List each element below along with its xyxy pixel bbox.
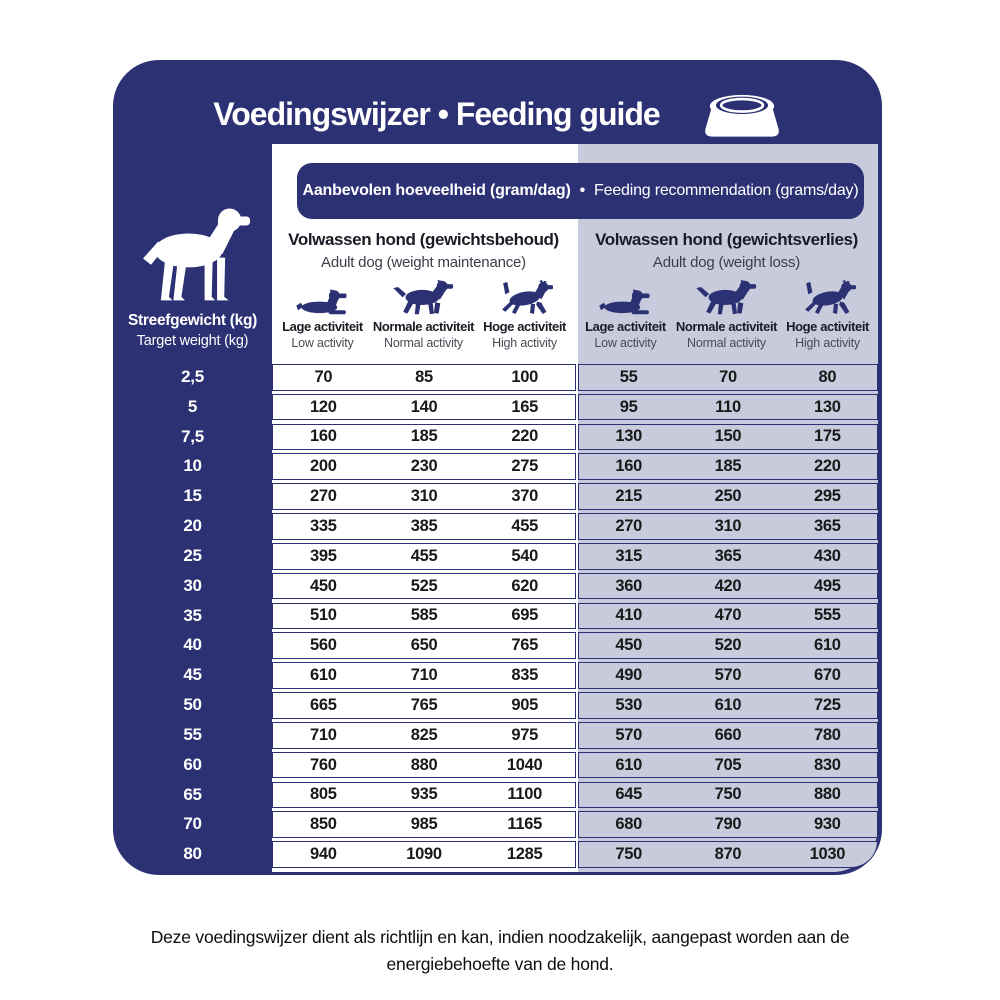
activity-label-nl: Lage activiteit xyxy=(585,319,666,334)
amount-cell: 610 xyxy=(814,636,841,655)
amount-cell: 850 xyxy=(310,815,337,834)
amount-cell: 200 xyxy=(310,457,337,476)
maintenance-cells xyxy=(272,424,576,451)
amount-cell: 70 xyxy=(314,367,333,386)
weight-value: 2,5 xyxy=(181,367,204,386)
amount-cell: 560 xyxy=(310,636,337,655)
card-header xyxy=(113,78,882,150)
loss-cells xyxy=(578,543,878,570)
amount-cell: 750 xyxy=(615,845,642,864)
weight-label-en: Target weight (kg) xyxy=(136,333,249,349)
amount-cell: 985 xyxy=(410,815,438,834)
activity-label-en: Normal activity xyxy=(384,336,463,350)
feeding-row xyxy=(272,453,878,480)
feeding-row xyxy=(272,573,878,600)
maintenance-cells xyxy=(272,394,576,421)
running-dog-icon xyxy=(496,280,554,316)
amount-cell: 790 xyxy=(714,815,742,834)
amount-cell: 880 xyxy=(814,785,841,804)
loss-cells xyxy=(578,811,878,838)
amount-cell: 490 xyxy=(615,666,642,685)
weight-value: 50 xyxy=(183,695,202,715)
amount-cell: 660 xyxy=(714,725,742,744)
feeding-row xyxy=(272,483,878,510)
page-title: Voedingswijzer • Feeding guide xyxy=(213,95,660,132)
amount-cell: 175 xyxy=(814,427,841,446)
weight-value: 7,5 xyxy=(181,426,204,446)
walking-dog-icon xyxy=(391,280,456,316)
amount-cell: 710 xyxy=(310,725,337,744)
amount-cell: 55 xyxy=(619,367,638,386)
loss-cells xyxy=(578,841,878,868)
amount-cell: 555 xyxy=(814,606,841,625)
amount-cell: 645 xyxy=(615,785,642,804)
maintenance-cells xyxy=(272,841,576,868)
amount-cell: 295 xyxy=(814,487,841,506)
activity-label-en: Low activity xyxy=(291,336,354,350)
amount-cell: 725 xyxy=(814,695,841,714)
amount-cell: 940 xyxy=(310,845,337,864)
amount-cell: 1165 xyxy=(507,815,542,834)
amount-cell: 825 xyxy=(410,725,438,744)
amount-cell: 905 xyxy=(511,695,538,714)
amount-cell: 315 xyxy=(615,546,642,565)
activity-label-nl: Hoge activiteit xyxy=(483,319,566,334)
amount-cell: 1100 xyxy=(507,785,542,804)
amount-cell: 935 xyxy=(410,785,438,804)
amount-cell: 1040 xyxy=(506,755,543,774)
maintenance-cells xyxy=(272,543,576,570)
maintenance-cells xyxy=(272,662,576,689)
amount-cell: 410 xyxy=(615,606,642,625)
banner-bullet: • xyxy=(579,182,586,199)
weight-column-header xyxy=(113,312,272,349)
loss-cells xyxy=(578,752,878,779)
amount-cell: 780 xyxy=(814,725,841,744)
weight-value: 10 xyxy=(183,456,202,476)
loss-cells xyxy=(578,722,878,749)
feeding-row xyxy=(272,722,878,749)
amount-cell: 670 xyxy=(814,666,841,685)
maintenance-cells xyxy=(272,364,576,391)
maintenance-cells xyxy=(272,722,576,749)
lying-dog-icon xyxy=(597,286,655,316)
banner-text-nl: Aanbevolen hoeveelheid (gram/dag) xyxy=(302,182,571,199)
amount-cell: 1090 xyxy=(406,845,442,864)
weight-value: 20 xyxy=(183,516,202,536)
amount-cell: 430 xyxy=(814,546,841,565)
maintenance-cells xyxy=(272,632,576,659)
weight-value: 80 xyxy=(183,844,202,864)
amount-cell: 70 xyxy=(719,367,737,386)
amount-cell: 80 xyxy=(818,367,837,386)
amount-cell: 610 xyxy=(714,695,742,714)
amount-cell: 1030 xyxy=(809,845,846,864)
activity-headers-maintenance xyxy=(272,280,575,350)
weight-value: 35 xyxy=(183,605,202,625)
activity-label-en: Low activity xyxy=(594,336,657,350)
amount-cell: 510 xyxy=(310,606,337,625)
amount-cell: 100 xyxy=(511,367,538,386)
amount-cell: 830 xyxy=(814,755,841,774)
weight-value: 15 xyxy=(183,486,202,506)
maintenance-cells xyxy=(272,752,576,779)
amount-cell: 450 xyxy=(615,636,642,655)
amount-cell: 455 xyxy=(410,546,438,565)
amount-cell: 765 xyxy=(511,636,538,655)
loss-cells xyxy=(578,692,878,719)
amount-cell: 530 xyxy=(615,695,642,714)
amount-cell: 185 xyxy=(410,427,438,446)
feeding-row xyxy=(272,424,878,451)
group-weight-loss xyxy=(575,230,878,271)
feeding-row xyxy=(272,811,878,838)
group-title-en: Adult dog (weight loss) xyxy=(652,254,801,271)
amount-cell: 495 xyxy=(814,576,841,595)
activity-headers-loss xyxy=(575,280,878,350)
feeding-row xyxy=(272,632,878,659)
maintenance-cells xyxy=(272,782,576,809)
amount-cell: 835 xyxy=(511,666,538,685)
recommendation-banner xyxy=(297,163,864,219)
weight-value: 25 xyxy=(183,545,202,565)
amount-cell: 570 xyxy=(615,725,642,744)
activity-label-nl: Normale activiteit xyxy=(372,319,475,334)
weight-value: 70 xyxy=(183,814,202,834)
loss-cells xyxy=(578,513,878,540)
weight-value: 45 xyxy=(183,665,202,685)
amount-cell: 540 xyxy=(511,546,538,565)
weight-value: 30 xyxy=(183,575,202,595)
group-title-nl: Volwassen hond (gewichtsbehoud) xyxy=(288,230,559,249)
feeding-row xyxy=(272,603,878,630)
amount-cell: 455 xyxy=(511,516,538,535)
amount-cell: 110 xyxy=(715,397,741,416)
amount-cell: 760 xyxy=(310,755,337,774)
loss-cells xyxy=(578,424,878,451)
amount-cell: 385 xyxy=(410,516,438,535)
amount-cell: 215 xyxy=(615,487,642,506)
amount-cell: 310 xyxy=(714,516,742,535)
amount-cell: 570 xyxy=(714,666,742,685)
amount-cell: 365 xyxy=(714,546,742,565)
feeding-row xyxy=(272,364,878,391)
feeding-row xyxy=(272,782,878,809)
activity-header-low xyxy=(575,280,676,350)
weight-value: 65 xyxy=(183,784,202,804)
standing-dog-icon xyxy=(113,200,272,313)
amount-cell: 765 xyxy=(410,695,438,714)
loss-cells xyxy=(578,364,878,391)
amount-cell: 270 xyxy=(310,487,337,506)
loss-cells xyxy=(578,483,878,510)
maintenance-cells xyxy=(272,573,576,600)
activity-header-high xyxy=(777,280,878,350)
amount-cell: 695 xyxy=(511,606,538,625)
walking-dog-icon xyxy=(694,280,759,316)
amount-cell: 620 xyxy=(511,576,538,595)
feeding-row xyxy=(272,543,878,570)
amount-cell: 650 xyxy=(410,636,438,655)
weight-value: 60 xyxy=(183,754,202,774)
amount-cell: 140 xyxy=(410,397,438,416)
maintenance-cells xyxy=(272,483,576,510)
amount-cell: 160 xyxy=(310,427,337,446)
group-title-en: Adult dog (weight maintenance) xyxy=(321,254,526,271)
amount-cell: 335 xyxy=(310,516,337,535)
loss-cells xyxy=(578,603,878,630)
amount-cell: 360 xyxy=(615,576,642,595)
banner-text-en: Feeding recommendation (grams/day) xyxy=(594,182,859,199)
dog-bowl-icon xyxy=(702,86,782,142)
amount-cell: 610 xyxy=(615,755,642,774)
amount-cell: 270 xyxy=(615,516,642,535)
activity-header-low xyxy=(272,280,373,350)
weight-value: 40 xyxy=(183,635,202,655)
group-title-nl: Volwassen hond (gewichtsverlies) xyxy=(595,230,858,249)
amount-cell: 585 xyxy=(410,606,438,625)
amount-cell: 95 xyxy=(619,397,638,416)
loss-cells xyxy=(578,662,878,689)
amount-cell: 930 xyxy=(814,815,841,834)
group-headers xyxy=(272,230,878,271)
table-rows xyxy=(272,364,878,868)
feeding-row xyxy=(272,692,878,719)
loss-cells xyxy=(578,782,878,809)
amount-cell: 185 xyxy=(714,457,742,476)
lying-dog-icon xyxy=(294,286,352,316)
amount-cell: 470 xyxy=(714,606,742,625)
table-panel xyxy=(272,144,878,872)
loss-cells xyxy=(578,394,878,421)
weight-values xyxy=(113,364,272,868)
footer-note: Deze voedingswijzer dient als richtlijn en kan, indien noodzakelijk, aangepast worden aan de energiebehoefte van de hond. xyxy=(150,927,850,975)
amount-cell: 120 xyxy=(310,397,337,416)
amount-cell: 250 xyxy=(714,487,742,506)
maintenance-cells xyxy=(272,692,576,719)
amount-cell: 130 xyxy=(615,427,642,446)
loss-cells xyxy=(578,632,878,659)
activity-header-high xyxy=(474,280,575,350)
amount-cell: 610 xyxy=(310,666,337,685)
amount-cell: 220 xyxy=(814,457,841,476)
activity-label-en: Normal activity xyxy=(687,336,766,350)
amount-cell: 160 xyxy=(615,457,642,476)
amount-cell: 220 xyxy=(511,427,538,446)
amount-cell: 520 xyxy=(714,636,742,655)
feeding-row xyxy=(272,662,878,689)
activity-label-nl: Lage activiteit xyxy=(282,319,363,334)
amount-cell: 975 xyxy=(511,725,538,744)
activity-label-en: High activity xyxy=(795,336,860,350)
feeding-row xyxy=(272,394,878,421)
loss-cells xyxy=(578,573,878,600)
amount-cell: 880 xyxy=(410,755,438,774)
amount-cell: 750 xyxy=(714,785,742,804)
amount-cell: 1285 xyxy=(506,845,543,864)
amount-cell: 150 xyxy=(714,427,742,446)
group-weight-maintenance xyxy=(272,230,575,271)
amount-cell: 130 xyxy=(814,397,841,416)
amount-cell: 310 xyxy=(410,487,438,506)
activity-header-normal xyxy=(676,280,777,350)
maintenance-cells xyxy=(272,603,576,630)
feeding-row xyxy=(272,841,878,868)
feeding-row xyxy=(272,513,878,540)
amount-cell: 870 xyxy=(714,845,742,864)
amount-cell: 420 xyxy=(714,576,742,595)
amount-cell: 395 xyxy=(310,546,337,565)
amount-cell: 705 xyxy=(714,755,742,774)
maintenance-cells xyxy=(272,811,576,838)
maintenance-cells xyxy=(272,453,576,480)
amount-cell: 680 xyxy=(615,815,642,834)
amount-cell: 85 xyxy=(415,367,433,386)
weight-value: 55 xyxy=(183,724,202,744)
amount-cell: 365 xyxy=(814,516,841,535)
amount-cell: 165 xyxy=(511,397,538,416)
amount-cell: 450 xyxy=(310,576,337,595)
activity-header-normal xyxy=(373,280,474,350)
maintenance-cells xyxy=(272,513,576,540)
amount-cell: 665 xyxy=(310,695,337,714)
amount-cell: 805 xyxy=(310,785,337,804)
activity-label-nl: Hoge activiteit xyxy=(786,319,869,334)
activity-label-nl: Normale activiteit xyxy=(675,319,778,334)
amount-cell: 370 xyxy=(511,487,538,506)
amount-cell: 525 xyxy=(410,576,438,595)
activity-label-en: High activity xyxy=(492,336,557,350)
loss-cells xyxy=(578,453,878,480)
amount-cell: 710 xyxy=(410,666,438,685)
amount-cell: 230 xyxy=(410,457,438,476)
amount-cell: 275 xyxy=(511,457,538,476)
weight-label-nl: Streefgewicht (kg) xyxy=(128,312,257,329)
running-dog-icon xyxy=(799,280,857,316)
feeding-guide-card xyxy=(113,60,882,875)
weight-value: 5 xyxy=(187,396,198,416)
activity-headers xyxy=(272,280,878,350)
feeding-row xyxy=(272,752,878,779)
